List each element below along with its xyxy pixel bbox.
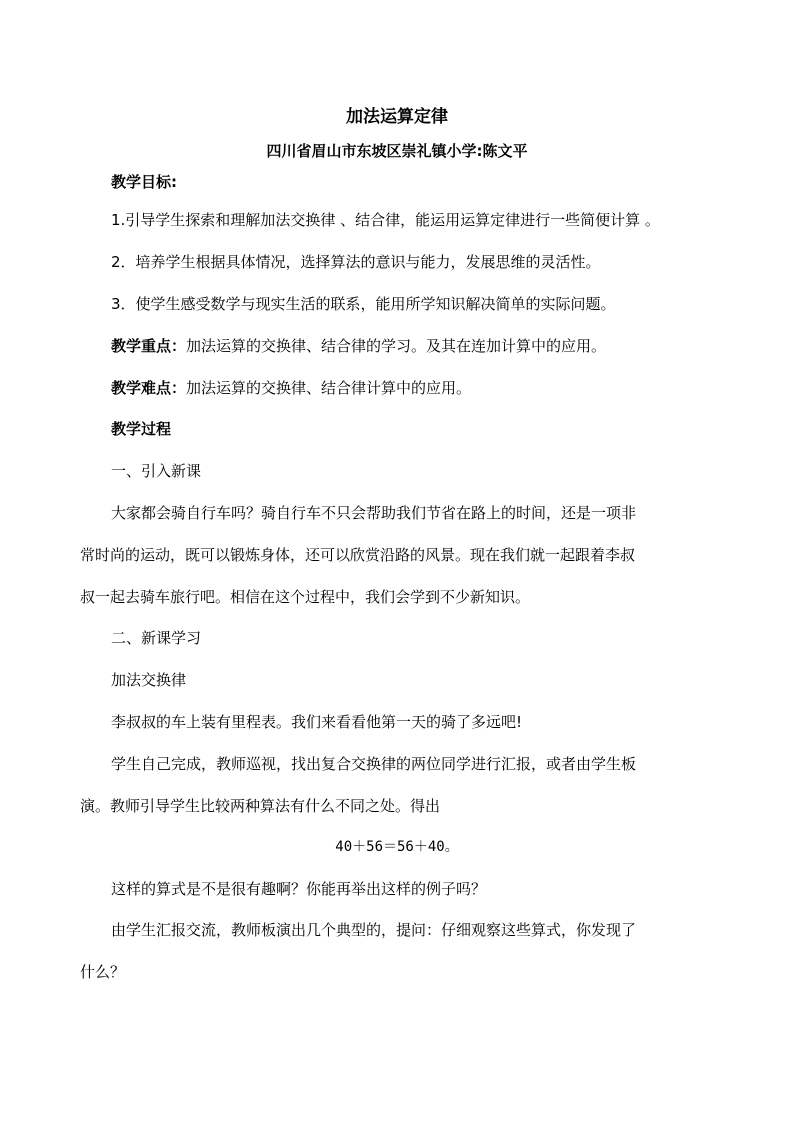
formula: 40＋56＝56＋40。 (335, 839, 459, 855)
goal-item: 2．培养学生根据具体情况，选择算法的意识与能力，发展思维的灵活性。 (111, 253, 601, 271)
goal-item: 3．使学生感受数学与现实生活的联系，能用所学知识解决简单的实际问题。 (111, 295, 616, 313)
paragraph-line: 演。教师引导学生比较两种算法有什么不同之处。得出 (80, 797, 441, 815)
section-subheading: 加法交换律 (111, 671, 187, 689)
paragraph-line: 这样的算式是不是很有趣啊？你能再举出这样的例子吗？ (111, 880, 487, 898)
paragraph-line: 什么？ (80, 963, 126, 981)
paragraph-line: 大家都会骑自行车吗？骑自行车不只会帮助我们节省在路上的时间，还是一项非 (111, 504, 637, 522)
goals-heading: 教学目标: (111, 173, 177, 191)
paragraph-line: 常时尚的运动，既可以锻炼身体，还可以欣赏沿路的风景。现在我们就一起跟着李叔 (80, 546, 636, 564)
process-heading: 教学过程 (111, 420, 172, 438)
section-heading: 二、新课学习 (111, 629, 202, 647)
key-point-label: 教学重点： (111, 337, 187, 355)
key-point-line (111, 336, 606, 356)
difficulty-text: 加法运算的交换律、结合律计算中的应用。 (186, 379, 472, 397)
document-title: 加法运算定律 (346, 107, 448, 127)
section-heading: 一、引入新课 (111, 462, 202, 480)
document-subtitle: 四川省眉山市东坡区崇礼镇小学:陈文平 (266, 142, 528, 160)
goal-item: 1.引导学生探索和理解加法交换律 、结合律，能运用运算定律进行一些简便计算 。 (111, 211, 660, 229)
paragraph-line: 学生自己完成，教师巡视，找出复合交换律的两位同学进行汇报，或者由学生板 (111, 755, 637, 773)
difficulty-line (111, 378, 471, 398)
paragraph-line: 由学生汇报交流，教师板演出几个典型的，提问：仔细观察这些算式，你发现了 (111, 921, 637, 939)
key-point-text: 加法运算的交换律、结合律的学习。及其在连加计算中的应用。 (186, 337, 607, 355)
paragraph-line: 叔一起去骑车旅行吧。相信在这个过程中，我们会学到不少新知识。 (80, 588, 531, 606)
paragraph-line: 李叔叔的车上装有里程表。我们来看看他第一天的骑了多远吧! (111, 713, 523, 731)
difficulty-label: 教学难点： (111, 379, 187, 397)
